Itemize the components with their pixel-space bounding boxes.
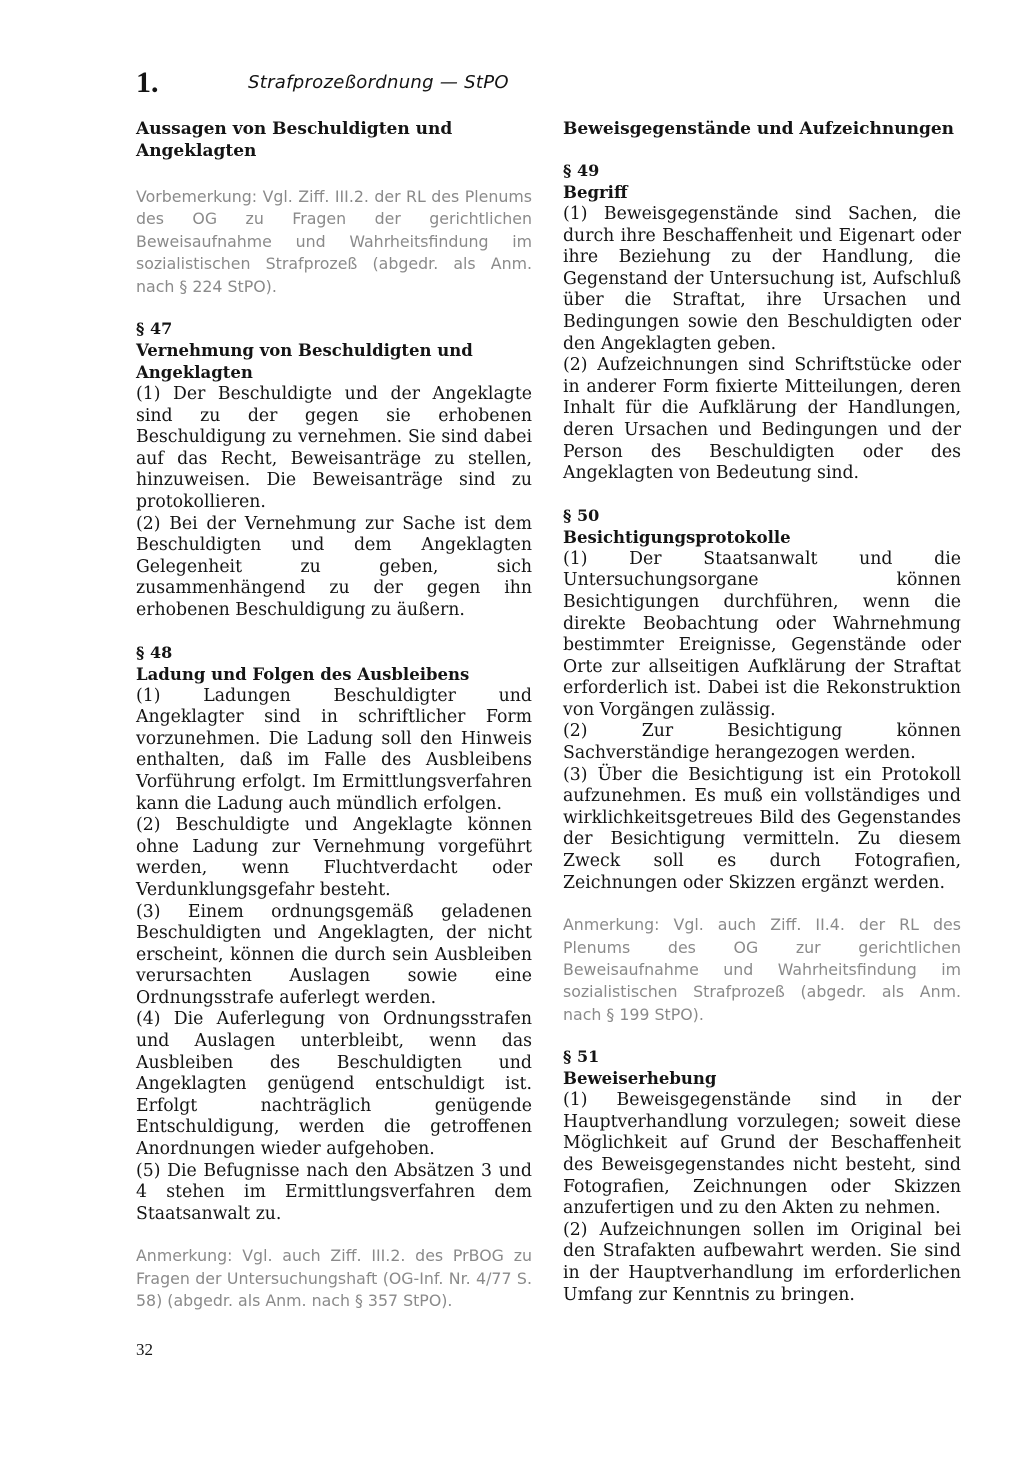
clause-48-1: (1) Ladungen Beschuldigter und Angeklagter sind in schriftlicher Form vorzunehmen. Die Ladung soll den Hinweis enthalten, daß im Falle des Ausbleibens Vorführung erfolgt. Im Ermittlungsverfahren kann die Ladung auch mündlich erfolgen. [136, 685, 532, 814]
running-title: Strafprozeßordnung — StPO [248, 72, 509, 93]
clause-47-1: (1) Der Beschuldigte und der Angeklagte sind zu der gegen sie erhobenen Beschuldigung zu vernehmen. Sie sind dabei auf das Recht, Beweisanträge zu stellen, hinzuweisen. Die Beweisanträge sind zu protokollieren. [136, 384, 532, 512]
clause-48-4: (4) Die Auferlegung von Ordnungsstrafen und Auslagen unterbleibt, wenn das Ausbleiben des Beschuldigten und Angeklagten genügend entschuldigt ist. Erfolgt nachträglich genügende Entschuldigung, werden die getroffenen Anordnungen wieder aufgehoben. [136, 1009, 532, 1160]
paragraph-number-47: § 47 [136, 319, 173, 339]
clause-51-1: (1) Beweisgegenstände sind in der Hauptverhandlung vorzulegen; soweit diese Möglichkeit auf Grund der Beschaffenheit des Beweisgegenstandes nicht besteht, sind Fotografien, Zeichnungen oder Skizzen anzufertigen und zu den Akten zu nehmen. [563, 1090, 961, 1219]
clause-50-3: (3) Über die Besichtigung ist ein Protokoll aufzunehmen. Es muß ein vollständiges und wirklichkeitsgetreues Bild des Gegenstandes der Besichtigung vermitteln. Zu diesem Zweck soll es durch Fotografien, Zeichnungen oder Skizzen ergänzt werden. [563, 764, 961, 893]
clause-50-2: (2) Zur Besichtigung können Sachverständige herangezogen werden. [563, 721, 961, 764]
clause-49-1: (1) Beweisgegenstände sind Sachen, die durch ihre Beschaffenheit und Eigenart oder ihre Beziehung zu der Handlung, die Gegenstand der Untersuchung ist, Aufschluß über die Straftat, ihre Ursachen und Bedingungen sowie den Beschuldigten oder den Angeklagten geben. [563, 204, 961, 354]
paragraph-number-50: § 50 [563, 505, 600, 525]
section-heading-aussagen: Aussagen von Beschuldigten und Angeklagten [136, 119, 453, 161]
clause-48-3: (3) Einem ordnungsgemäß geladenen Beschuldigten und Angeklagten, der nicht erscheint, können die durch sein Ausbleiben verursachten Auslagen sowie eine Ordnungsstrafe auferlegt werden. [136, 901, 532, 1008]
paragraph-number-51: § 51 [563, 1047, 600, 1067]
paragraph-title-48: Ladung und Folgen des Ausbleibens [136, 664, 470, 684]
left-column [136, 116, 532, 1313]
note-48: Anmerkung: Vgl. auch Ziff. III.2. des PrBOG zu Fragen der Untersuchungshaft (OG-Inf. Nr. 4/77 S. 58) (abgedr. als Anm. nach § 357 StPO). [136, 1246, 532, 1311]
clause-48-5: (5) Die Befugnisse nach den Absätzen 3 und 4 stehen im Ermittlungsverfahren dem Staatsanwalt zu. [136, 1160, 532, 1224]
right-column [563, 116, 961, 1306]
page-header [136, 66, 536, 106]
clause-51-2: (2) Aufzeichnungen sollen im Original bei den Strafakten aufbewahrt werden. Sie sind in der Hauptverhandlung im erforderlichen Umfang zur Kenntnis zu bringen. [563, 1219, 961, 1305]
paragraph-title-47: Vernehmung von Beschuldigten und Angeklagten [136, 341, 473, 383]
chapter-number: 1. [136, 66, 159, 99]
paragraph-title-49: Begriff [563, 183, 628, 202]
paragraph-title-51: Beweiserhebung [563, 1069, 717, 1089]
paragraph-number-48: § 48 [136, 642, 173, 662]
clause-48-2: (2) Beschuldigte und Angeklagte können ohne Ladung zur Vernehmung vorgeführt werden, wenn Fluchtverdacht oder Verdunklungsgefahr besteht. [136, 815, 532, 900]
paragraph-title-50: Besichtigungsprotokolle [563, 527, 791, 547]
page-number: 32 [136, 1340, 153, 1359]
clause-49-2: (2) Aufzeichnungen sind Schriftstücke oder in anderer Form fixierte Mitteilungen, deren Inhalt für die Aufklärung der Handlungen, deren Ursachen und Bedingungen und der Person des Beschuldigten oder des Angeklagten von Bedeutung sind. [563, 355, 961, 484]
section-heading-beweis: Beweisgegenstände und Aufzeichnungen [563, 119, 955, 139]
note-50: Anmerkung: Vgl. auch Ziff. II.4. der RL des Plenums des OG zur gerichtlichen Beweisaufnahme und Wahrheitsfindung im sozialistischen Strafprozeß (abgedr. als Anm. nach § 199 StPO). [563, 915, 961, 1024]
clause-50-1: (1) Der Staatsanwalt und die Untersuchungsorgane können Besichtigungen durchführen, wenn die direkte Beobachtung oder Wahrnehmung bestimmter Ereignisse, Gegenstände oder Orte zur allseitigen Aufklärung der Straftat erforderlich ist. Dabei ist die Rekonstruktion von Vorgängen zulässig. [563, 548, 961, 720]
prelim-note: Vorbemerkung: Vgl. Ziff. III.2. der RL des Plenums des OG zu Fragen der gerichtlichen Beweisaufnahme und Wahrheitsfindung im sozialistischen Strafprozeß (abgedr. als Anm. nach § 224 StPO). [136, 187, 532, 296]
clause-47-2: (2) Bei der Vernehmung zur Sache ist dem Beschuldigten und dem Angeklagten Gelegenheit zu geben, sich zusammenhängend zu der gegen ihn erhobenen Beschuldigung zu äußern. [136, 513, 532, 620]
paragraph-number-49: § 49 [563, 161, 600, 180]
